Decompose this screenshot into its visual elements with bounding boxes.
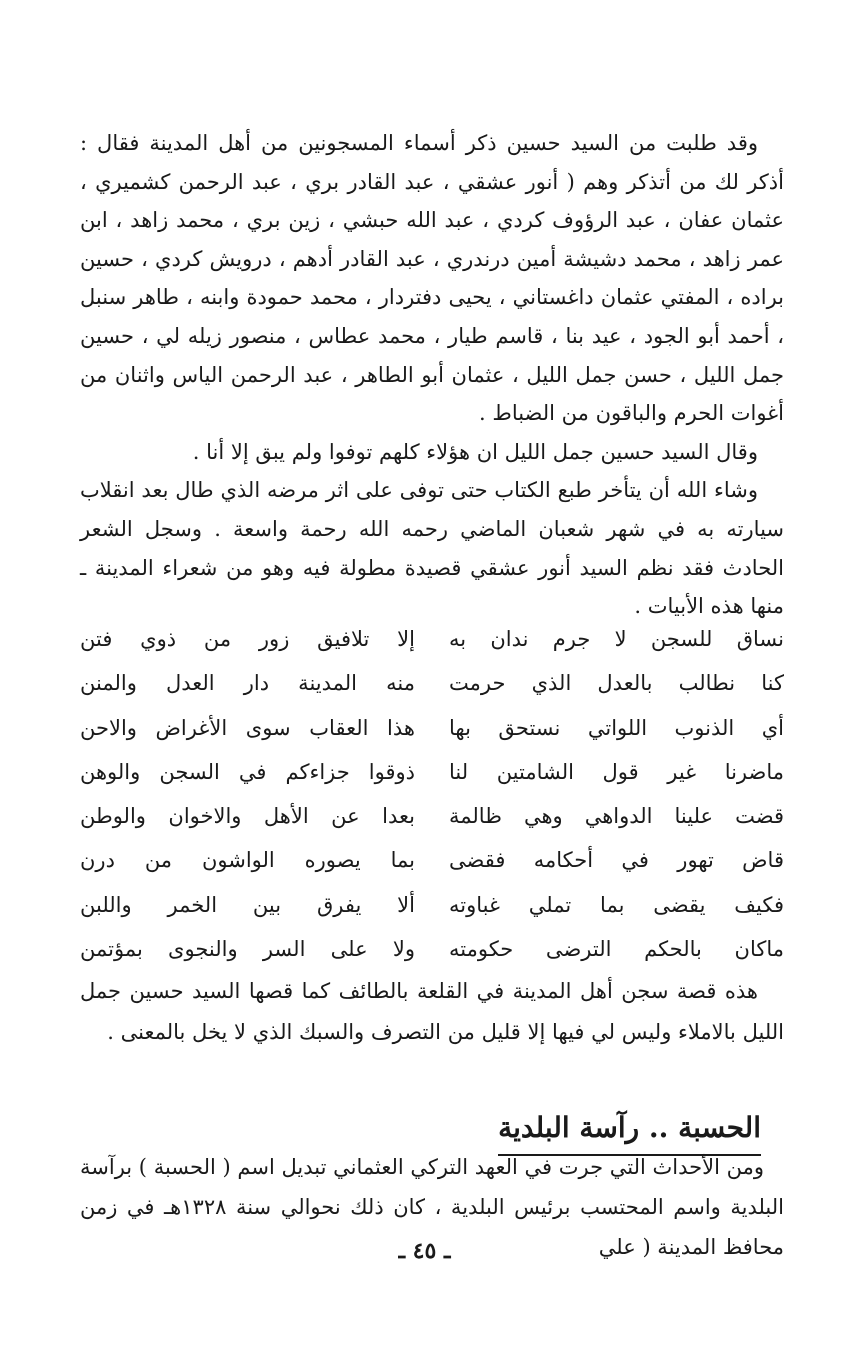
verse-first-hemistich: قضت علينا الدواهي وهي ظالمة (449, 804, 784, 829)
verse-second-hemistich: ولا على السر والنجوى بمؤتمن (80, 937, 415, 962)
paragraph-prisoners-list: وقد طلبت من السيد حسين ذكر أسماء المسجونين من أهل المدينة فقال : أذكر لك من أتذكر وهم ( أنور عشقي ، عبد القادر بري ، عبد الرحمن كشميري ، عثمان عفان ، عبد الرؤوف كردي ، عبد الله حبشي ، زين بري ، محمد زاهد ، ابن عمر زاهد ، محمد دشيشة أمين درندري ، عبد القادر أدهم ، درويش كردي ، حسين براده ، المفتي عثمان داغستاني ، يحيى دفتردار ، محمد حمودة وابنه ، طاهر سنبل ، أحمد أبو الجود ، عيد بنا ، قاسم طيار ، محمد عطاس ، منصور زيله لي ، حسين جمل الليل ، حسن جمل الليل ، عثمان أبو الطاهر ، عبد الرحمن الياس واثنان من أغوات الحرم والباقون من الضباط . (80, 131, 784, 426)
poem-verse (80, 750, 784, 794)
section-heading: الحسبة .. رآسة البلدية (498, 1108, 761, 1156)
verse-first-hemistich: نساق للسجن لا جرم ندان به (449, 627, 784, 651)
poem-verse (80, 927, 784, 971)
verse-second-hemistich: بعدا عن الأهل والاخوان والوطن (80, 804, 415, 829)
verse-second-hemistich: هذا العقاب سوى الأغراض والاحن (80, 715, 415, 740)
verse-first-hemistich: فكيف يقضى بما تملي غباوته (449, 892, 784, 917)
verse-second-hemistich: بما يصوره الواشون من درن (80, 848, 415, 873)
main-text (80, 124, 784, 626)
poem-verse (80, 617, 784, 661)
poem-verse (80, 706, 784, 750)
verse-second-hemistich: ذوقوا جزاءكم في السجن والوهن (80, 759, 415, 784)
verse-second-hemistich: إلا تلافيق زور من ذوي فتن (80, 627, 415, 651)
verse-first-hemistich: أي الذنوب اللواتي نستحق بها (449, 715, 784, 740)
poem (80, 617, 784, 971)
verse-first-hemistich: كنا نطالب بالعدل الذي حرمت (449, 671, 784, 696)
verse-second-hemistich: ألا يفرق بين الخمر واللبن (80, 892, 415, 917)
paragraph-hisba-history: ومن الأحداث التي جرت في العهد التركي العثماني تبديل اسم ( الحسبة ) برآسة البلدية واسم المحتسب برئيس البلدية ، كان ذلك نحوالي سنة ١٣٢٨هـ في زمن محافظ المدينة ( علي (80, 1155, 785, 1259)
paragraph-survivor-statement: وقال السيد حسين جمل الليل ان هؤلاء كلهم توفوا ولم يبق إلا أنا . (192, 439, 758, 464)
poem-verse (80, 661, 784, 705)
poem-verse (80, 794, 784, 838)
verse-first-hemistich: ماكان بالحكم الترضى حكومته (449, 937, 784, 962)
verse-first-hemistich: قاض تهور في أحكامه فقضى (449, 848, 784, 873)
verse-first-hemistich: ماضرنا غير قول الشامتين لنا (449, 759, 784, 784)
page-number: ـ ٤٥ ـ (398, 1238, 451, 1264)
verse-second-hemistich: منه المدينة دار العدل والمنن (80, 671, 415, 696)
poem-verse (80, 838, 784, 882)
poem-verse (80, 883, 784, 927)
paragraph-story-closing: هذه قصة سجن أهل المدينة في القلعة بالطائف كما قصها السيد حسين جمل الليل بالاملاء وليس لي فيها إلا قليل من التصرف والسبك الذي لا يخل بالمعنى . (80, 979, 784, 1044)
closing-text (80, 971, 784, 1053)
paragraph-poem-intro: وشاء الله أن يتأخر طبع الكتاب حتى توفى على اثر مرضه الذي طال بعد انقلاب سيارته به في شهر شعبان الماضي رحمه الله رحمة واسعة . وسجل الشعر الحادث فقد نظم السيد أنور عشقي قصيدة مطولة فيه وهو من شعراء المدينة ـ منها هذه الأبيات . (80, 478, 784, 619)
